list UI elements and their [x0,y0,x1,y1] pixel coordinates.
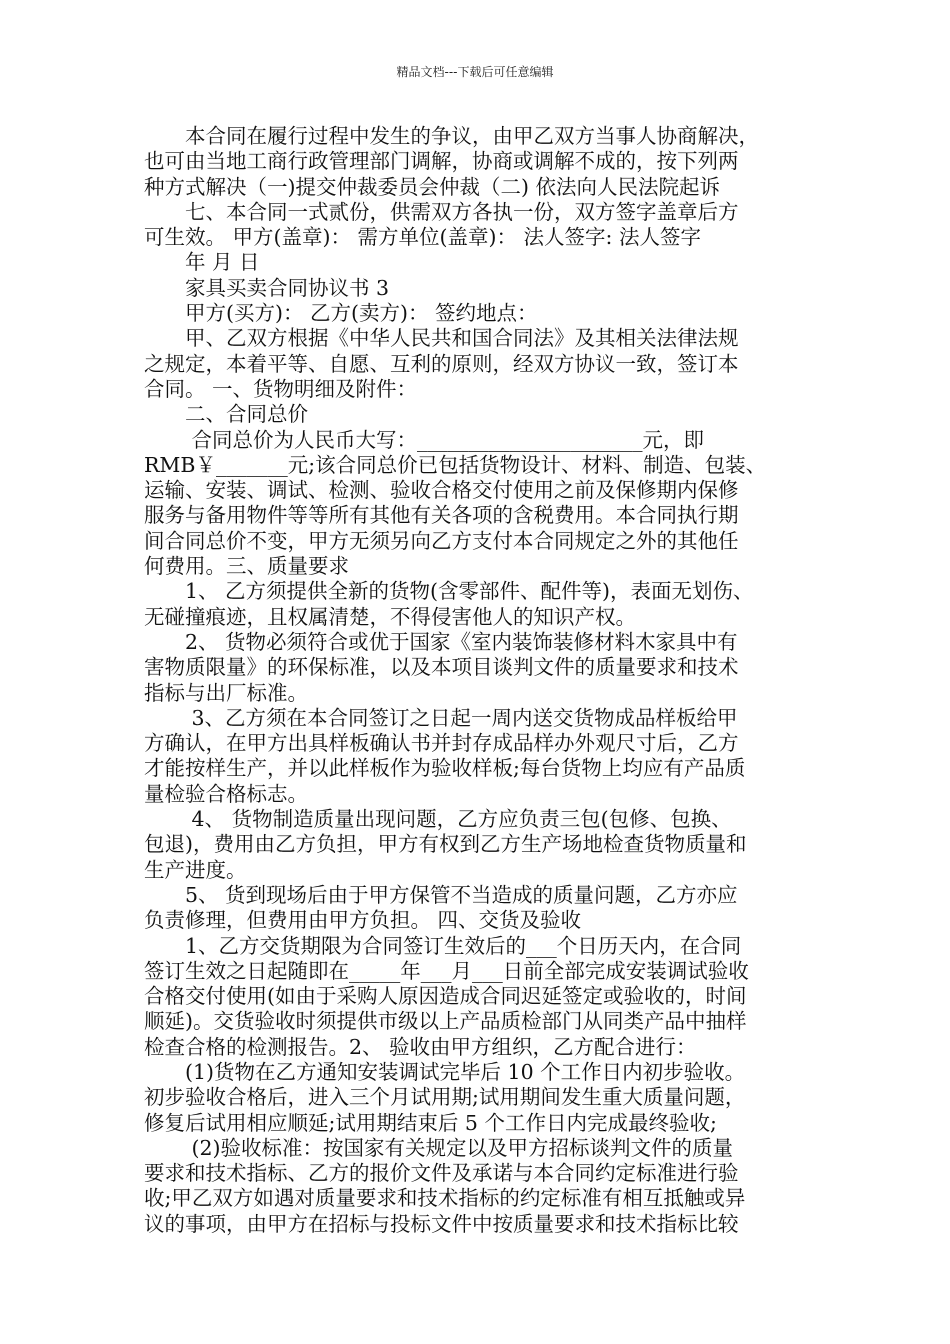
text-line: 修复后试用相应顺延;试用期结束后 5 个工作日内完成最终验收; [144,1110,717,1135]
text-line: 运输、安装、调试、检测、验收合格交付使用之前及保修期内保修 [144,478,739,503]
text-line: 本合同在履行过程中发生的争议，由甲乙双方当事人协商解决， [144,124,759,148]
text-line: 也可由当地工商行政管理部门调解，协商或调解不成的，按下列两 [144,149,739,174]
text-line: 甲、乙双方根据《中华人民共和国合同法》及其相关法律法规 [144,326,739,351]
text-line: 合同。 一、货物明细及附件： [144,376,418,401]
text-line: 何费用。三、质量要求 [144,554,349,579]
text-line: 无碰撞痕迹，且权属清楚，不得侵害他人的知识产权。 [144,604,636,629]
text-line: 方确认，在甲方出具样板确认书并封存成品样办外观尺寸后，乙方 [144,731,739,756]
text-line: (2)验收标准：按国家有关规定以及甲方招标谈判文件的质量 [144,1135,734,1160]
text-line: 指标与出厂标准。 [144,680,308,705]
text-line: 才能按样生产，并以此样板作为验收样板;每台货物上均应有产品质 [144,756,746,781]
text-line: 1、乙方交货期限为合同签订生效后的___个日历天内，在合同 [144,933,742,958]
text-line: 1、 乙方须提供全新的货物(含零部件、配件等)，表面无划伤、 [144,579,754,604]
text-line: 种方式解决（一)提交仲裁委员会仲裁（二) 依法向人民法院起诉 [144,174,721,199]
text-line: 包退)，费用由乙方负担，甲方有权到乙方生产场地检查货物质量和 [144,832,747,857]
text-line: 3、乙方须在本合同签订之日起一周内送交货物成品样板给甲 [144,705,738,730]
text-line: 初步验收合格后，进入三个月试用期;试用期间发生重大质量问题， [144,1085,746,1110]
text-line: 要求和技术指标、乙方的报价文件及承诺与本合同约定标准进行验 [144,1161,739,1186]
text-line: 顺延)。交货验收时须提供市级以上产品质检部门从同类产品中抽样 [144,1009,747,1034]
text-line: 生产进度。 [144,857,247,882]
text-line: RMB￥_______元;该合同总价已包括货物设计、材料、制造、包装、 [144,452,767,477]
text-line: 负责修理，但费用由甲方负担。 四、交货及验收 [144,908,582,933]
text-line: 4、 货物制造质量出现问题，乙方应负责三包(包修、包换、 [144,807,732,832]
text-line: 可生效。 甲方(盖章)： 需方单位(盖章)： 法人签字: 法人签字 [144,225,701,250]
document-body [144,124,820,1237]
text-line: 服务与备用物件等等所有其他有关各项的含税费用。本合同执行期 [144,503,739,528]
text-line: (1)货物在乙方通知安装调试完毕后 10 个工作日内初步验收。 [144,1059,746,1084]
text-line: 间合同总价不变，甲方无须另向乙方支付本合同规定之外的其他任 [144,528,739,553]
section-title: 家具买卖合同协议书 3 [144,275,390,300]
text-line: 甲方(买方)： 乙方(卖方)： 签约地点： [144,301,538,326]
text-line: 七、本合同一式贰份，供需双方各执一份，双方签字盖章后方 [144,199,739,224]
text-line: 检查合格的检测报告。2、 验收由甲方组织，乙方配合进行： [144,1034,697,1059]
text-line: 合同总价为人民币大写：______________________元，即 [144,427,705,452]
text-line: 害物质限量》的环保标准，以及本项目谈判文件的质量要求和技术 [144,655,739,680]
text-line: 签订生效之日起随即在_____年___月___日前全部完成安装调试验收 [144,958,749,983]
text-line: 之规定，本着平等、自愿、互利的原则，经双方协议一致，签订本 [144,351,739,376]
text-line: 收;甲乙双方如遇对质量要求和技术指标的约定标准有相互抵触或异 [144,1186,746,1211]
text-line: 5、 货到现场后由于甲方保管不当造成的质量问题，乙方亦应 [144,882,738,907]
text-line: 量检验合格标志。 [144,781,308,806]
text-line: 议的事项，由甲方在招标与投标文件中按质量要求和技术指标比较 [144,1211,739,1236]
text-line: 合格交付使用(如由于采购人原因造成合同迟延签定或验收的，时间 [144,984,747,1009]
text-line: 二、合同总价 [144,402,308,427]
text-line: 年 月 日 [144,250,260,275]
text-line: 2、 货物必须符合或优于国家《室内装饰装修材料木家具中有 [144,629,738,654]
page-header: 精品文档---下载后可任意编辑 [396,65,554,79]
